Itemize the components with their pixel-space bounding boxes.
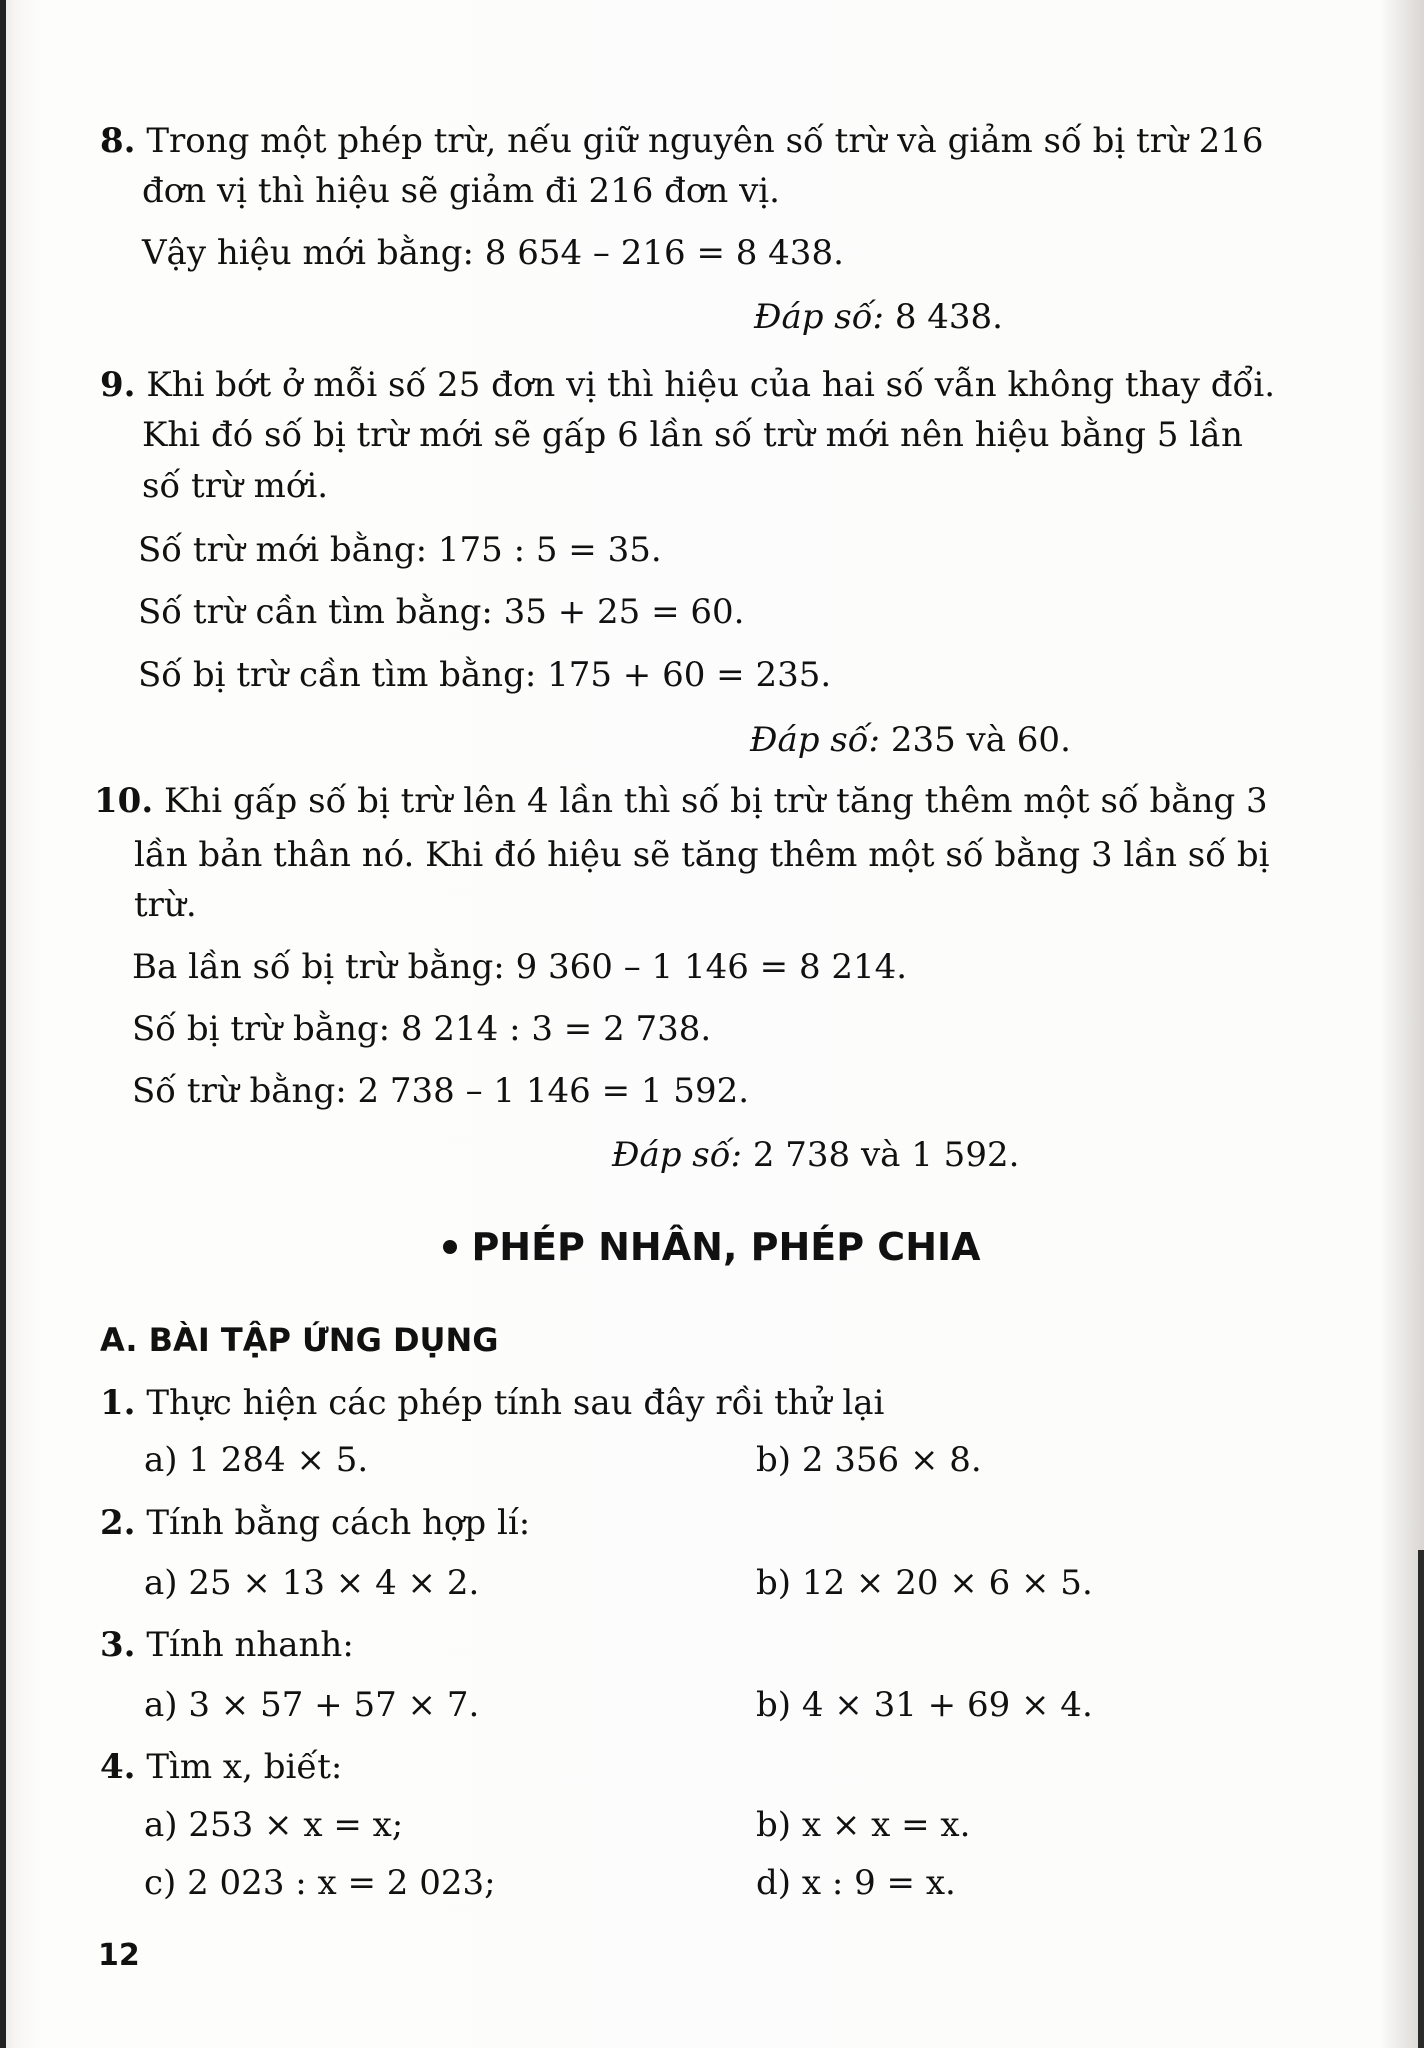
problem-text: Khi bớt ở mỗi số 25 đơn vị thì hiệu của hai số vẫn không thay đổi. [146, 365, 1276, 405]
section-title-text: PHÉP NHÂN, PHÉP CHIA [471, 1225, 981, 1269]
page-number: 12 [98, 1938, 140, 1973]
part-b: b) 4 × 31 + 69 × 4. [756, 1685, 1093, 1725]
exercise-number: 2. [100, 1503, 136, 1543]
problem-10-answer [612, 1132, 1424, 1178]
part-a: a) 25 × 13 × 4 × 2. [144, 1563, 480, 1603]
problem-9-answer [750, 717, 1424, 763]
problem-9-step1: Số trừ mới bằng: 175 : 5 = 35. [138, 530, 662, 570]
problem-10-step1: Ba lần số bị trừ bằng: 9 360 – 1 146 = 8 214. [132, 947, 908, 987]
exercise-number: 4. [100, 1747, 136, 1787]
exercise-4-prompt [100, 1744, 1424, 1790]
section-subtitle: A. BÀI TẬP ỨNG DỤNG [100, 1321, 499, 1359]
part-a: a) 1 284 × 5. [144, 1440, 369, 1480]
problem-9-step2: Số trừ cần tìm bằng: 35 + 25 = 60. [138, 592, 745, 632]
exercise-number: 3. [100, 1625, 136, 1665]
problem-number: 9. [100, 365, 136, 405]
problem-text: Khi gấp số bị trừ lên 4 lần thì số bị trừ tăng thêm một số bằng 3 [163, 781, 1268, 821]
problem-10-step2: Số bị trừ bằng: 8 214 : 3 = 2 738. [132, 1009, 712, 1049]
problem-8-line1 [100, 118, 1424, 164]
section-title [0, 1222, 1424, 1272]
problem-8-line3: Vậy hiệu mới bằng: 8 654 – 216 = 8 438. [142, 233, 844, 273]
exercise-text: Thực hiện các phép tính sau đây rồi thử lại [146, 1383, 885, 1423]
part-a: a) 3 × 57 + 57 × 7. [144, 1685, 480, 1725]
problem-9-line3: số trừ mới. [142, 466, 329, 506]
problem-10-line3: trừ. [134, 885, 197, 925]
problem-number: 10. [94, 781, 154, 821]
problem-8-line2: đơn vị thì hiệu sẽ giảm đi 216 đơn vị. [142, 171, 780, 211]
part-b: b) x × x = x. [756, 1805, 971, 1845]
exercise-2-prompt [100, 1500, 1424, 1546]
problem-10-line2: lần bản thân nó. Khi đó hiệu sẽ tăng thêm một số bằng 3 lần số bị [134, 835, 1270, 875]
answer-label: Đáp số: [754, 297, 884, 337]
answer-value: 8 438. [894, 297, 1003, 337]
part-a: a) 253 × x = x; [144, 1805, 404, 1845]
bullet-icon [443, 1240, 457, 1254]
exercise-number: 1. [100, 1383, 136, 1423]
problem-text: Trong một phép trừ, nếu giữ nguyên số trừ và giảm số bị trừ 216 [146, 121, 1264, 161]
part-b: b) 12 × 20 × 6 × 5. [756, 1563, 1093, 1603]
exercise-1-prompt [100, 1380, 1424, 1426]
problem-9-line2: Khi đó số bị trừ mới sẽ gấp 6 lần số trừ mới nên hiệu bằng 5 lần [142, 415, 1243, 455]
part-c: c) 2 023 : x = 2 023; [144, 1863, 496, 1903]
problem-10-line1 [94, 778, 1424, 824]
part-b: b) 2 356 × 8. [756, 1440, 982, 1480]
page-edge-shadow [0, 0, 6, 2048]
problem-9-line1 [100, 362, 1424, 408]
exercise-text: Tính nhanh: [146, 1625, 354, 1665]
exercise-3-prompt [100, 1622, 1424, 1668]
problem-9-step3: Số bị trừ cần tìm bằng: 175 + 60 = 235. [138, 655, 832, 695]
problem-8-answer [754, 294, 1424, 340]
answer-label: Đáp số: [612, 1135, 742, 1175]
answer-value: 235 và 60. [890, 720, 1071, 760]
exercise-text: Tính bằng cách hợp lí: [146, 1503, 531, 1543]
answer-value: 2 738 và 1 592. [752, 1135, 1020, 1175]
part-d: d) x : 9 = x. [756, 1863, 956, 1903]
answer-label: Đáp số: [750, 720, 880, 760]
exercise-text: Tìm x, biết: [146, 1747, 343, 1787]
problem-10-step3: Số trừ bằng: 2 738 – 1 146 = 1 592. [132, 1071, 750, 1111]
problem-number: 8. [100, 121, 136, 161]
